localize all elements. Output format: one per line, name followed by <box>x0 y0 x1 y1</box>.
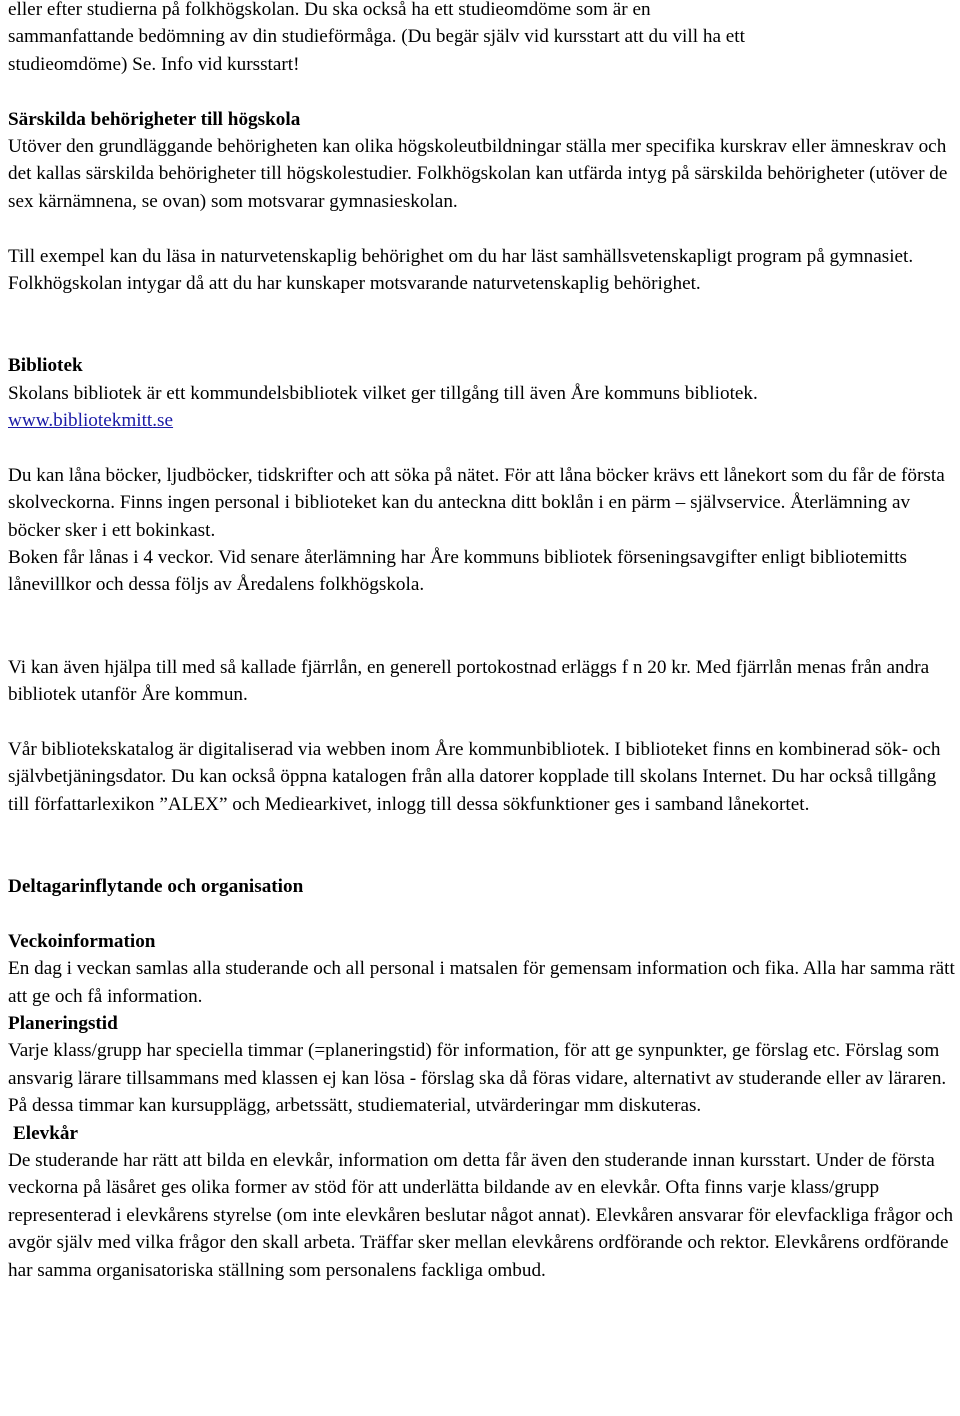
elev-heading: Elevkår <box>13 1122 79 1144</box>
deltagar-heading: Deltagarinflytande och organisation <box>8 875 304 897</box>
elev-paragraph: De studerande har rätt att bilda en elevkår, information om detta får även den studerande innan kursstart. Under de första veckorna på läsåret ges olika former av stöd för att underlätta bildande av en elevkår. Ofta finns varje klass/grupp representerad i elevkårens styrelse (om inte elevkåren beslutar något annat). Elevkåren ansvarar för elevfackliga frågor och avgör själv med vilka frågor den skall arbeta. Träffar sker mellan elevkårens ordförande och rektor. Elevkårens ordförande har samma organisatoriska ställning som personalens fackliga ombud. <box>8 1149 954 1281</box>
document-page <box>8 0 956 1284</box>
plan-heading: Planeringstid <box>8 1012 118 1034</box>
sarskilda-heading: Särskilda behörigheter till högskola <box>8 108 301 130</box>
intro-line: studieomdöme) Se. Info vid kursstart! <box>8 53 300 75</box>
bibliotek-intro: Skolans bibliotek är ett kommundelsbibliotek vilket ger tillgång till även Åre kommuns bibliotek. <box>8 382 758 404</box>
bibliotek-heading: Bibliotek <box>8 355 83 377</box>
sarskilda-paragraph: Utöver den grundläggande behörigheten kan olika högskoleutbildningar ställa mer specifika kurskrav eller ämneskrav och det kallas särskilda behörigheter till högskolestudier. Folkhögskolan kan utfärda intyg på särskilda behörigheter (utöver de sex kärnämnena, se ovan) som motsvarar gymnasieskolan. <box>8 136 948 212</box>
sarskilda-paragraph: Till exempel kan du läsa in naturvetenskaplig behörighet om du har läst samhällsvetenskapligt program på gymnasiet. Folkhögskolan intygar då att du har kunskaper motsvarande naturvetenskaplig behörighet. <box>8 245 914 295</box>
bibliotek-paragraph: Boken får lånas i 4 veckor. Vid senare återlämning har Åre kommuns bibliotek förseningsavgifter enligt bibliotemitts lånevillkor och dessa följs av Åredalens folkhögskola. <box>8 547 908 596</box>
vecko-paragraph: En dag i veckan samlas alla studerande och all personal i matsalen för gemensam information och fika. Alla har samma rätt att ge och få information. <box>8 958 955 1007</box>
intro-line: sammanfattande bedömning av din studieförmåga. (Du begär själv vid kursstart att du vill ha ett <box>8 26 745 48</box>
bibliotek-paragraph: Du kan låna böcker, ljudböcker, tidskrifter och att söka på nätet. För att låna böcker krävs ett lånekort som du får de första skolveckorna. Finns ingen personal i biblioteket kan du anteckna ditt boklån i en pärm – självservice. Återlämning av böcker sker i ett bokinkast. <box>8 464 945 541</box>
intro-line: eller efter studierna på folkhögskolan. Du ska också ha ett studieomdöme som är en <box>8 0 651 20</box>
vecko-heading: Veckoinformation <box>8 930 156 952</box>
bibliotek-paragraph: Vi kan även hjälpa till med så kallade fjärrlån, en generell portokostnad erläggs f n 20 kr. Med fjärrlån menas från andra bibliotek utanför Åre kommun. <box>8 656 930 706</box>
bibliotek-paragraph: Vår bibliotekskatalog är digitaliserad via webben inom Åre kommunbibliotek. I biblioteket finns en kombinerad sök- och självbetjäningsdator. Du kan också öppna katalogen från alla datorer kopplade till skolans Internet. Du har också tillgång till författarlexikon ”ALEX” och Mediearkivet, inlogg till dessa sökfunktioner ges i samband lånekortet. <box>8 738 941 815</box>
plan-paragraph: Varje klass/grupp har speciella timmar (=planeringstid) för information, för att ge synpunkter, ge förslag etc. Förslag som ansvarig lärare tillsammans med klassen ej kan lösa - förslag ska då föras vidare, alternativt av studerande eller av läraren. På dessa timmar kan kursupplägg, arbetssätt, studiematerial, utvärderingar mm diskuteras. <box>8 1040 947 1117</box>
bibliotek-link[interactable]: www.bibliotekmitt.se <box>8 410 174 432</box>
